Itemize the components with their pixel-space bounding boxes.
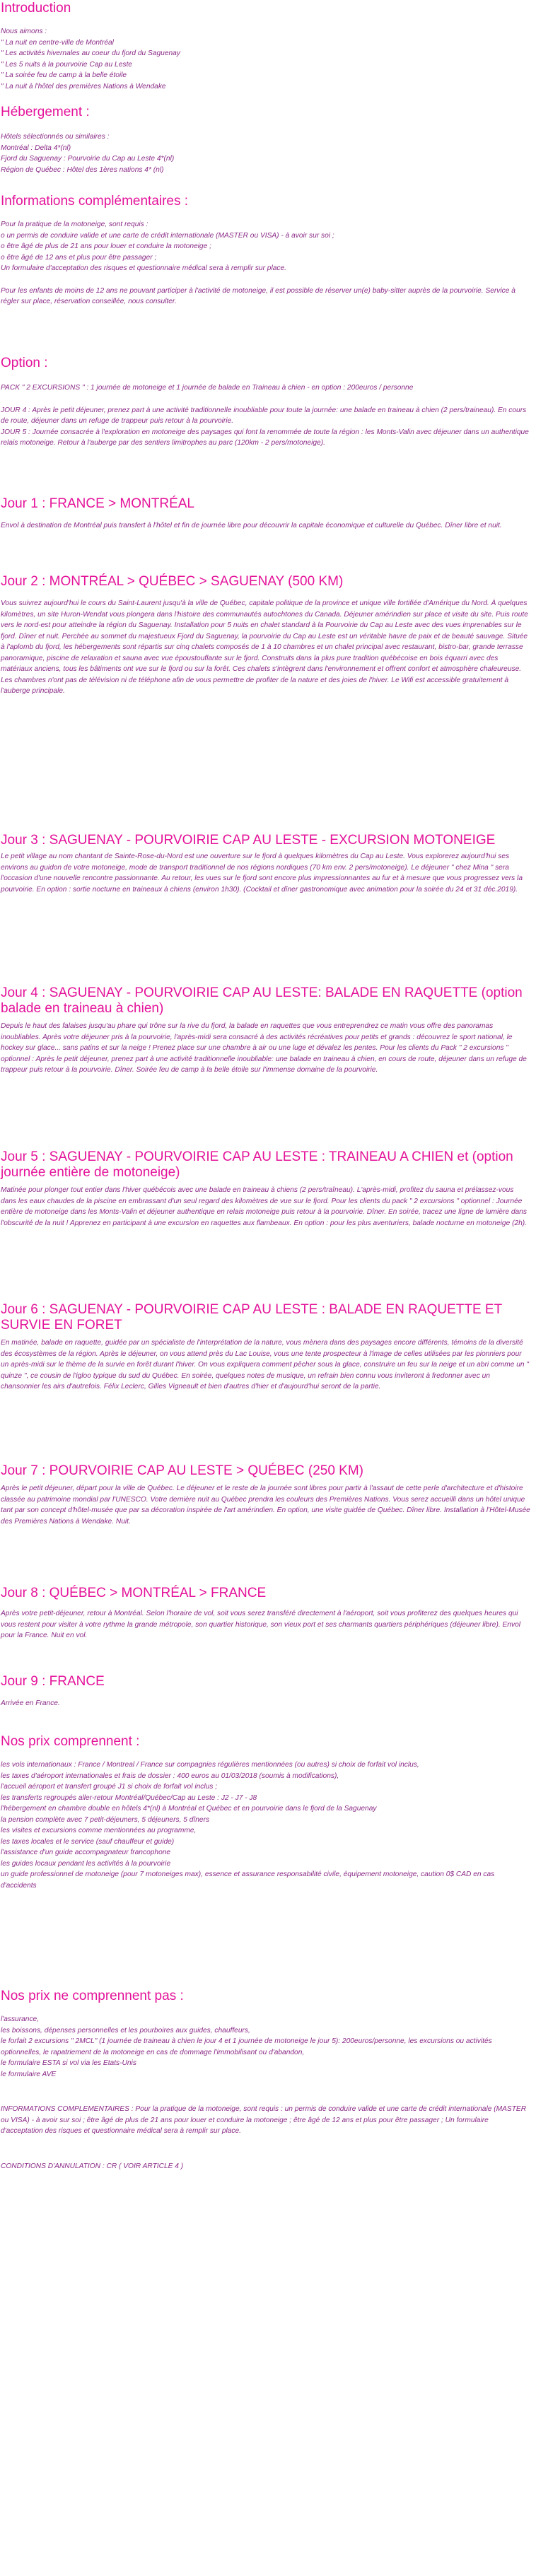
- list-item: l'accueil aéroport et transfert groupé J1 si choix de forfait vol inclus ;: [1, 1783, 218, 1791]
- list-item: l'hébergement en chambre double en hôtels 4*(nl) à Montréal et Québec et en pourvoirie dans le fjord de la Saguenay: [1, 1805, 377, 1813]
- section-title: Jour 3 : SAGUENAY - POURVOIRIE CAP AU LESTE - EXCURSION MOTONEIGE: [1, 833, 496, 848]
- day-text: En matinée, balade en raquette, guidée par un spécialiste de l'interprétation de la nature, vous mènera dans des paysages encore différents, témoins de la diversité des écosystèmes de la région. Après le déjeuner, on vous attend près du Lac Louise, vous une tente prospecteur à l'image de celles utilisées par les pionniers pour un après-midi sur le thème de la survie en forêt durant l'hiver. On vous expliquera comment pêcher sous la glace, construire un feu sur la neige et un abri comme un " quinze ", ce cousin de l'igloo typique du sud du Québec. En soirée, quelques notes de musique, un refrain bien connu vous inviteront à fredonner avec un chansonnier les airs d'autrefois. Félix Leclerc, Gilles Vigneault et bien d'autres d'hier et d'aujourd'hui seront de la partie.: [1, 1339, 529, 1391]
- list-item: l'assistance d'un guide accompagnateur francophone: [1, 1849, 171, 1856]
- section-prix-exclus: [1, 1989, 531, 2172]
- section-title: Introduction: [1, 1, 71, 16]
- day-text: Vous suivrez aujourd'hui le cours du Saint-Laurent jusqu'à la ville de Québec, capitale politique de la province et unique ville fortifiée d'Amérique du Nord. À quelques kilomètres, un site Huron-Wendat vous plongera dans l'histoire des communautés autochtones du Canada. Déjeuner amérindien sur place et visite du site. Puis route vers le nord-est pour atteindre la région du Saguenay. Installation pour 5 nuits en chalet standard à la Pourvoirie du Cap au Leste avec des vues imprenables sur le fjord. Dîner et nuit. Perchée au sommet du majestueux Fjord du Saguenay, la pourvoirie du Cap au Leste est un véritable havre de paix et de beauté sauvage. Située à l'aplomb du fjord, les hébergements sont répartis sur cinq chalets composés de 1 à 10 chambres et un chalet principal avec restaurant, bistro-bar, grande terrasse panoramique, piscine de relaxation et sauna avec vue époustouflante sur le fjord. Construits dans la plus pure tradition québécoise en bois équarri avec des matériaux anciens, tous les bâtiments ont vue sur le fjord ou sur la forêt. Ces chalets s'intègrent dans l'environnement et offrent confort et atmosphère chaleureuse. Les chambres n'ont pas de télévision ni de téléphone afin de vous permettre de profiter de la nature et des joies de l'hiver. Le Wifi est accessible gratuitement à l'auberge principale.: [1, 599, 528, 695]
- section-title: Jour 7 : POURVOIRIE CAP AU LESTE > QUÉBEC (250 KM): [1, 1463, 363, 1478]
- list-item: les visites et excursions comme mentionnées au programme,: [1, 1827, 197, 1834]
- list-item: les taxes locales et le service (sauf chauffeur et guide): [1, 1837, 175, 1846]
- list-item: o être âgé de plus de 21 ans pour louer et conduire la motoneige ;: [1, 242, 211, 250]
- list-item: Hôtels sélectionnés ou similaires :: [1, 133, 110, 141]
- list-item: " La soirée feu de camp à la belle étoile: [1, 71, 127, 79]
- list-item: les vols internationaux : France / Montreal / France sur compagnies régulières mentionnées (ou autres) si choix de forfait vol inclus,: [1, 1761, 419, 1769]
- section-option: [1, 356, 531, 449]
- list-item: un guide professionnel de motoneige (pour 7 motoneiges max), essence et assurance responsabilité civile, équipement motoneige, caution 0$ CAD en cas d'accidents: [1, 1870, 495, 1890]
- section-jour-7: [1, 1463, 531, 1527]
- list-item: Nous aimons :: [1, 28, 47, 35]
- section-jour-5: [1, 1149, 531, 1229]
- section-title: Hébergement :: [1, 105, 90, 119]
- infos-list: [1, 219, 531, 274]
- day-text: Matinée pour plonger tout entier dans l'hiver québécois avec une balade en traineau à chiens (2 pers/traîneau). L'après-midi, profitez du sauna et prélassez-vous dans les eaux chaudes de la piscine en embrassant d'un seul regard des kilomètres de vue sur le fjord. Pour les clients du pack " 2 excursions " optionnel : Journée entière de motoneige dans les Monts-Valin et déjeuner authentique en relais motoneige puis retour à la pourvoirie. Dîner. En soirée, tracez une ligne de lumière dans l'obscurité de la nuit ! Apprenez en participant à une excursion en raquettes aux flambeaux. En option : pour les plus aventuriers, balade nocturne en motoneige (2h).: [1, 1186, 528, 1227]
- day-text: Après votre petit-déjeuner, retour à Montréal. Selon l'horaire de vol, soit vous serez transféré directement à l'aéroport, soit vous profiterez des quelques heures qui vous restent pour visiter à votre rythme la grande métropole, son quartier historique, son vieux port et ses charmants quartiers périphériques (déjeuner libre). Envol pour la France. Nuit en vol.: [1, 1610, 520, 1639]
- list-item: o être âgé de 12 ans et plus pour être passager ;: [1, 253, 157, 262]
- list-item: les boissons, dépenses personnelles et les pourboires aux guides, chauffeurs,: [1, 2026, 250, 2035]
- section-intro: [1, 1, 531, 92]
- prix-inclus-list: [1, 1760, 531, 1891]
- option-jour5: JOUR 5 : Journée consacrée à l'exploration en motoneige des paysages qui font la renommée de toute la région : les Monts-Valin avec déjeuner dans un authentique relais motoneige. Retour à l'auberge par des sentiers limitrophes au parc (120km - 2 pers/motoneige).: [1, 428, 529, 447]
- section-title: Jour 2 : MONTRÉAL > QUÉBEC > SAGUENAY (500 KM): [1, 574, 344, 589]
- section-title: Jour 8 : QUÉBEC > MONTRÉAL > FRANCE: [1, 1586, 267, 1600]
- list-item: Un formulaire d'acceptation des risques et questionnaire médical sera à remplir sur place.: [1, 264, 286, 272]
- list-item: Fjord du Saguenay : Pourvoirie du Cap au Leste 4*(nl): [1, 155, 175, 163]
- conditions-annulation: CONDITIONS D'ANNULATION : CR ( VOIR ARTICLE 4 ): [1, 2162, 184, 2170]
- infos-babysitter: Pour les enfants de moins de 12 ans ne pouvant participer à l'activité de motoneige, il est possible de réserver un(e) baby-sitter auprès de la pourvoirie. Service à régler sur place, réservation conseillée, nous consulter.: [1, 286, 515, 305]
- section-infos: [1, 194, 531, 308]
- section-jour-3: [1, 833, 531, 895]
- section-title: Jour 5 : SAGUENAY - POURVOIRIE CAP AU LESTE : TRAINEAU A CHIEN et (option journée entière de motoneige): [1, 1149, 513, 1180]
- section-title: Option :: [1, 356, 48, 370]
- list-item: " La nuit en centre-ville de Montréal: [1, 38, 114, 47]
- list-item: o un permis de conduire valide et une carte de crédit internationale (MASTER ou VISA) - à avoir sur soi ;: [1, 231, 334, 240]
- section-jour-1: [1, 496, 531, 532]
- section-title: Jour 1 : FRANCE > MONTRÉAL: [1, 496, 194, 511]
- section-prix-comprennent: [1, 1734, 531, 1891]
- day-text: Envol à destination de Montréal puis transfert à l'hôtel et fin de journée libre pour découvrir la capitale économique et culturelle du Québec. Dîner libre et nuit.: [1, 522, 502, 529]
- section-jour-4: [1, 985, 531, 1076]
- list-item: le formulaire ESTA si vol via les Etats-Unis: [1, 2059, 136, 2067]
- day-text: Le petit village au nom chantant de Sainte-Rose-du-Nord est une ouverture sur le fjord à quelques kilomètres du Cap au Leste. Vous explorerez aujourd'hui ses environs au guidon de votre motoneige, mode de transport traditionnel de nos régions nordiques (70 km env. 2 pers/motoneige). Le déjeuner " chez Mina " sera l'occasion d'une nouvelle rencontre passionnante. Au retour, les vues sur le fjord sont encore plus impressionnantes au fur et à mesure que vous progressez vers la pourvoirie. En option : sortie nocturne en traineaux à chiens (environ 1h30). (Cocktail et dîner gastronomique avec animation pour la soirée du 24 et 31 déc.2019).: [1, 853, 523, 894]
- list-item: Montréal : Delta 4*(nl): [1, 144, 71, 152]
- section-jour-8: [1, 1586, 531, 1641]
- infos-complementaires: INFORMATIONS COMPLEMENTAIRES : Pour la pratique de la motoneige, sont requis : un permis de conduire valide et une carte de crédit internationale (MASTER ou VISA) - à avoir sur soi ; être âgé de plus de 21 ans pour louer et conduire la motoneige ; être âgé de 12 ans et plus pour être passager ; Un formulaire d'acceptation des risques et questionnaire médical sera à remplir sur place.: [1, 2105, 527, 2135]
- section-title: Nos prix comprennent :: [1, 1734, 140, 1749]
- intro-list: [1, 26, 531, 92]
- list-item: " La nuit à l'hôtel des premières Nations à Wendake: [1, 82, 166, 90]
- prix-exclus-list: [1, 2014, 531, 2080]
- list-item: les transferts regroupés aller-retour Montréal/Québec/Cap au Leste : J2 - J7 - J8: [1, 1793, 257, 1802]
- list-item: Pour la pratique de la motoneige, sont requis :: [1, 221, 148, 228]
- list-item: les guides locaux pendant les activités à la pourvoirie: [1, 1859, 171, 1868]
- day-text: Après le petit déjeuner, départ pour la ville de Québec. Le déjeuner et le reste de la journée sont libres pour partir à l'assaut de cette perle d'architecture et d'histoire classée au patrimoine mondial par l'UNESCO. Votre dernière nuit au Québec prendra les couleurs des Premières Nations. Vous serez accueilli dans un hôtel unique tant par son concept d'hôtel-musée que par sa décoration inspirée de l'art amérindien. En option, une visite guidée de Québec. Dîner libre. Installation à l'Hôtel-Musée des Premières Nations à Wendake. Nuit.: [1, 1485, 530, 1526]
- list-item: Région de Québec : Hôtel des 1ères nations 4* (nl): [1, 165, 164, 174]
- list-item: le formulaire AVE: [1, 2070, 57, 2078]
- list-item: " Les activités hivernales au coeur du fjord du Saguenay: [1, 49, 180, 57]
- list-item: les taxes d'aéroport internationales et frais de dossier : 400 euros au 01/03/2018 (soumis à modifications),: [1, 1772, 339, 1780]
- list-item: le forfait 2 excursions " 2MCL" (1 journée de traineau à chien le jour 4 et 1 journée de motoneige le jour 5): 200euros/personne, les excursions ou activités optionnelles, le rapatriement de la motoneige en cas de dommage l'immobilisant ou d'abandon,: [1, 2037, 492, 2056]
- section-title: Jour 6 : SAGUENAY - POURVOIRIE CAP AU LESTE : BALADE EN RAQUETTE ET SURVIE EN FORET: [1, 1302, 502, 1333]
- section-title: Informations complémentaires :: [1, 194, 189, 209]
- list-item: l'assurance,: [1, 2015, 40, 2023]
- section-jour-6: [1, 1302, 531, 1393]
- day-text: Arrivée en France.: [1, 1699, 60, 1707]
- section-title: Nos prix ne comprennent pas :: [1, 1989, 184, 2003]
- hebergement-list: [1, 131, 531, 175]
- day-text: Depuis le haut des falaises jusqu'au phare qui trône sur la rive du fjord, la balade en raquettes que vous entreprendrez ce matin vous offre des panoramas inoubliables. Après votre déjeuner pris à la pourvoirie, l'après-midi sera consacré à des activités récréatives pour petits et grands : découvrez le sport national, le hockey sur glace... sans patins et sur la neige ! Prenez place sur une chambre à air ou une luge et dévalez les pentes. Pour les clients du Pack " 2 excursions " optionnel : Après le petit déjeuner, prenez part à une activité traditionnelle inoubliable: une balade en traineau à chien, en cours de route, déjeuner dans un refuge de trappeur puis retour à la pourvoirie. Dîner. Soirée feu de camp à la belle étoile sur l'immense domaine de la pourvoirie.: [1, 1022, 527, 1074]
- section-jour-2: [1, 574, 531, 697]
- list-item: " Les 5 nuits à la pourvoirie Cap au Leste: [1, 60, 132, 69]
- section-title: Jour 9 : FRANCE: [1, 1674, 105, 1689]
- section-title: Jour 4 : SAGUENAY - POURVOIRIE CAP AU LESTE: BALADE EN RAQUETTE (option balade en traineau à chien): [1, 985, 523, 1016]
- option-pack: PACK " 2 EXCURSIONS " : 1 journée de motoneige et 1 journée de balade en Traineau à chien - en option : 200euros / personne: [1, 384, 414, 392]
- option-jour4: JOUR 4 : Après le petit déjeuner, prenez part à une activité traditionnelle inoubliable pour toute la journée: une balade en traineau à chien (2 pers/traineau). En cours de route, déjeuner dans un refuge de trappeur puis retour à la pourvoirie.: [1, 406, 527, 425]
- section-hebergement: [1, 105, 531, 175]
- list-item: la pension complète avec 7 petit-déjeuners, 5 déjeuners, 5 dîners: [1, 1815, 210, 1824]
- section-jour-9: [1, 1674, 531, 1709]
